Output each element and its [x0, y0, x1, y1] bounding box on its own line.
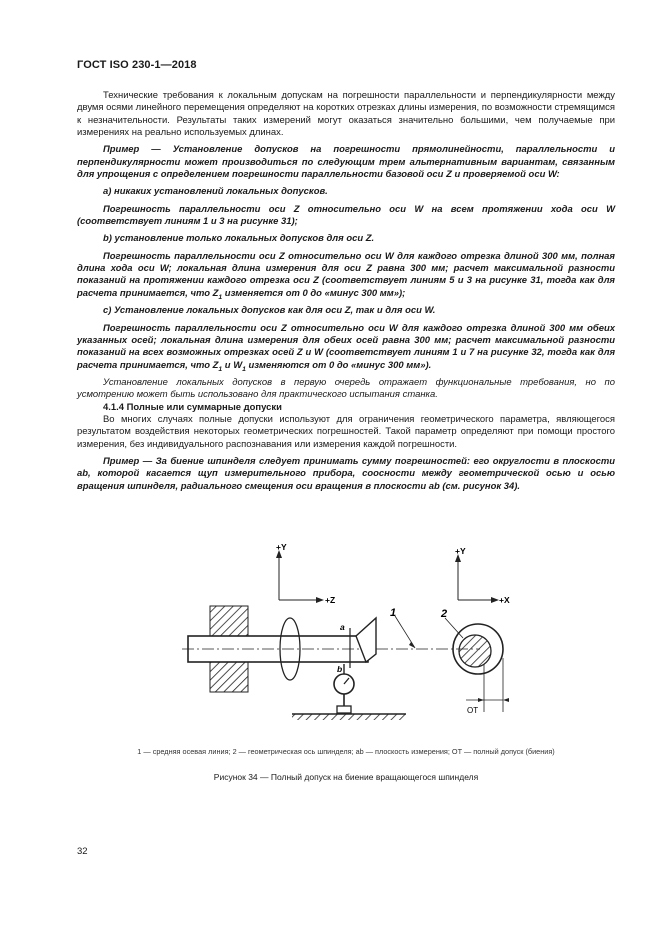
ground-hatch — [292, 714, 406, 720]
figure-legend: 1 — средняя осевая линия; 2 — геометрическая ось шпинделя; ab — плоскость измерения; OT — полный допуск (биения) — [137, 747, 555, 756]
leader-1 — [395, 616, 415, 648]
list-item-a: a) никаких установлений локальных допусков. — [103, 186, 328, 198]
chuck-bottom — [210, 662, 248, 692]
example-runout: Пример — За биение шпинделя следует принимать сумму погрешностей: его округлости в плоскости ab, которой касается щуп измерительного прибора, соосности между геометрической осью и осью вращения шпинделя, радиального смещения оси вращения в плоскости ab (см. рисунок 34). — [77, 455, 615, 492]
list-item-c-desc: Погрешность параллельности оси Z относительно оси W для каждого отрезка длиной 300 мм обеих указанных осей; локальная длина измерения для обеих осей равна 300 мм; расчет максимальной разности показаний на всех возможных отрезках осей Z и W (соответствует линиям 1 и 7 на рисунке 32, тогда как для расчета принимается, что $Z_1$ и $W_1$ изменяются от 0 до «минус 300 мм»). — [77, 322, 615, 373]
page-number: 32 — [77, 846, 88, 857]
label-a: a — [340, 622, 345, 632]
page-body — [77, 90, 615, 493]
label-y2: +Y — [455, 546, 466, 556]
section-heading: 4.1.4 Полные или суммарные допуски — [103, 401, 282, 413]
label-x: +X — [499, 595, 510, 605]
list-item-b-desc: Погрешность параллельности оси Z относительно оси W для каждого отрезка длиной 300 мм, полная длина хода оси W; локальная длина измерения для оси Z равна 300 мм; расчет максимальной разности показаний на протяжении каждого отрезка оси Z (соответствует линиям 5 и 3 на рисунке 31, тогда как для расчета принимается, что $Z_1$ изменяется от 0 до «минус 300 мм»); — [77, 250, 615, 301]
document-header: ГОСТ ISO 230-1—2018 — [77, 59, 197, 71]
ot-arrow-right — [503, 698, 509, 702]
spindle-diagram — [180, 540, 520, 740]
label-2: 2 — [441, 608, 448, 620]
paragraph-functional-requirements: Установление локальных допусков в первую очередь отражает функциональные требования, но по усмотрению может быть использовано для практического испытания станка. — [77, 376, 615, 401]
label-z: +Z — [325, 595, 336, 605]
axis-z-arrow — [316, 597, 324, 603]
ot-arrow-left — [478, 698, 484, 702]
list-item-c: c) Установление локальных допусков как для оси Z, так и для оси W. — [103, 305, 436, 317]
figure-spindle-runout — [180, 540, 520, 740]
label-ot: OT — [467, 706, 479, 715]
spindle-core-section — [459, 635, 491, 667]
figure-caption: Рисунок 34 — Полный допуск на биение вращающегося шпинделя — [213, 772, 479, 782]
example-intro: Пример — Установление допусков на погрешности прямолинейности, параллельности и перпендикулярности может производиться по следующим трем альтернативным вариантам, связанным для упрощения с определением погрешности параллельности базовой оси Z и проверяемой оси W: — [77, 144, 615, 181]
chuck-top — [210, 606, 248, 636]
paragraph-total-tolerances: Во многих случаях полные допуски используют для ограничения геометрического параметра, являющегося результатом воздействия некоторых геометрических погрешностей. Такой параметр определяют при помощи простого измерения, без индивидуального распознавания или измерения каждой погрешности. — [77, 413, 615, 450]
list-item-a-desc: Погрешность параллельности оси Z относительно оси W на всем протяжении хода оси W (соответствует линиям 1 и 3 на рисунке 31); — [77, 203, 615, 228]
paragraph-local-tolerances: Технические требования к локальным допускам на погрешности параллельности и перпендикулярности между двумя осями линейного перемещения определяют на коротких отрезках длины измерения, по возможности стремящимся к незначительности. Результаты таких измерений могут оказаться значительно большими, чем получаемые при измерениях на реально используемых длинах. — [77, 90, 615, 139]
list-item-b: b) установление только локальных допусков для оси Z. — [103, 233, 375, 245]
axis-x-arrow — [491, 597, 499, 603]
label-1: 1 — [390, 607, 397, 619]
leader-2 — [445, 618, 463, 638]
label-y1: +Y — [276, 542, 287, 552]
label-b: b — [337, 664, 343, 674]
indicator-base — [337, 706, 351, 713]
